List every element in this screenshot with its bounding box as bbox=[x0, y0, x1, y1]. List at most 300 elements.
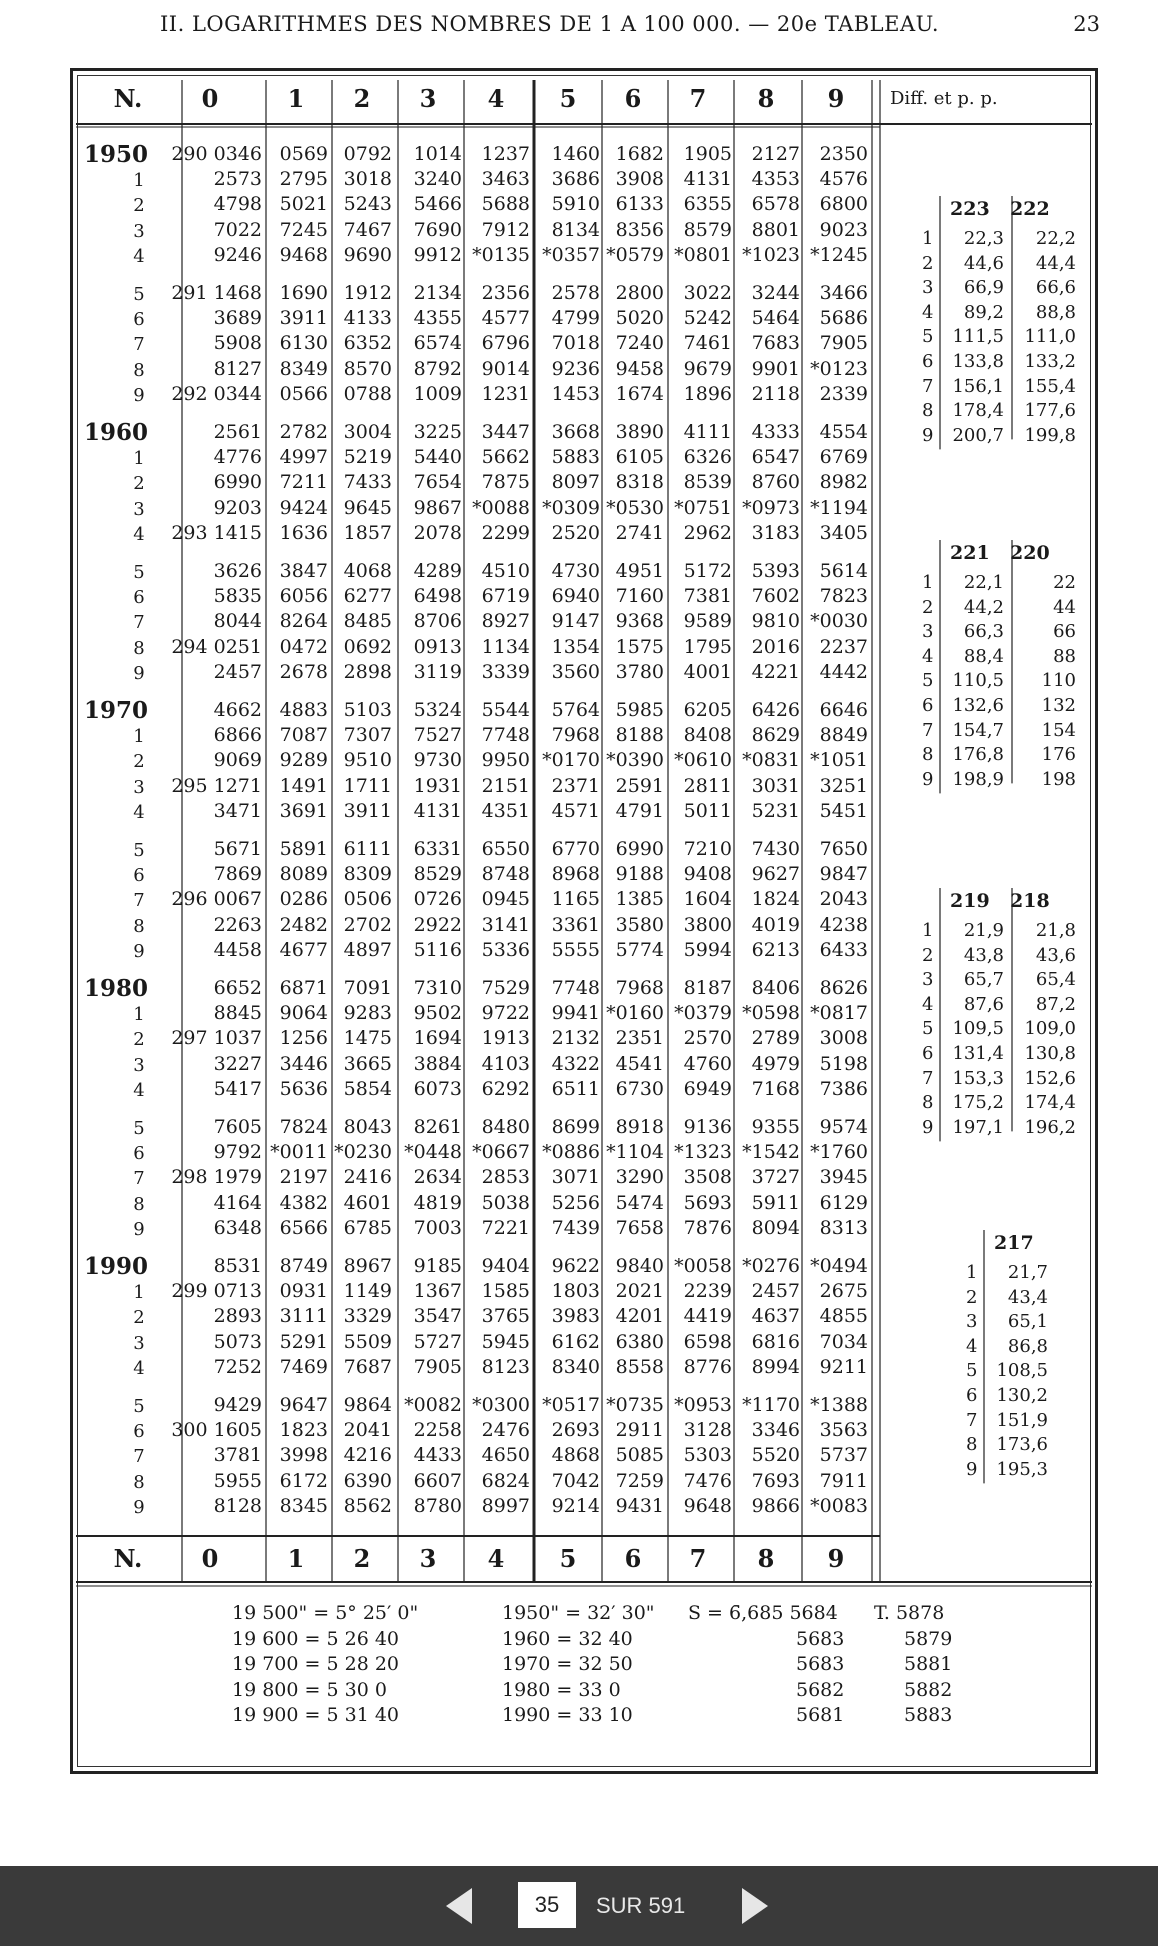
table-cell: 8626 bbox=[819, 977, 868, 999]
footer-s-value: 5681 bbox=[796, 1704, 845, 1727]
pp-digit: 3 bbox=[922, 277, 934, 299]
table-cell: 1690 bbox=[279, 282, 328, 304]
table-cell: 2339 bbox=[819, 382, 868, 405]
bottom-header-8: 8 bbox=[757, 1544, 775, 1573]
table-cell: 1491 bbox=[279, 774, 328, 797]
table-cell: 1795 bbox=[683, 635, 732, 658]
footer-s-value: 5683 bbox=[796, 1653, 845, 1676]
table-cell: 3780 bbox=[615, 660, 664, 683]
pp-value: 44,6 bbox=[963, 252, 1004, 274]
bottom-header-4: 4 bbox=[487, 1544, 505, 1573]
pp-value: 21,8 bbox=[1035, 920, 1076, 941]
table-cell: 2911 bbox=[615, 1419, 664, 1442]
footer-arc-conversion: 19 900 = 5 31 40 bbox=[232, 1704, 400, 1727]
table-cell: 7467 bbox=[343, 218, 392, 241]
table-cell: 3031 bbox=[751, 774, 800, 797]
column-header-1: 1 bbox=[287, 84, 305, 113]
pp-value: 132,6 bbox=[952, 695, 1004, 716]
table-cell: 5219 bbox=[343, 446, 392, 469]
table-cell: *0030 bbox=[810, 610, 868, 633]
pp-value: 21,7 bbox=[1007, 1262, 1048, 1283]
table-cell: 7439 bbox=[551, 1216, 600, 1239]
table-cell: 9722 bbox=[481, 1002, 530, 1025]
pp-header: 221 bbox=[950, 542, 990, 564]
page-navigation-bar bbox=[0, 1866, 1158, 1946]
table-cell: 1575 bbox=[615, 635, 664, 658]
table-cell: 1453 bbox=[551, 382, 600, 405]
pp-value: 174,4 bbox=[1024, 1092, 1076, 1114]
table-cell: *0494 bbox=[810, 1255, 868, 1277]
table-cell: 9064 bbox=[279, 1002, 328, 1025]
table-cell: 5662 bbox=[481, 446, 530, 469]
pp-value: 43,6 bbox=[1035, 944, 1076, 966]
table-cell: 7602 bbox=[751, 585, 800, 608]
table-cell: 7748 bbox=[551, 977, 600, 999]
table-cell: 6348 bbox=[213, 1216, 262, 1239]
pp-digit: 6 bbox=[922, 695, 934, 716]
table-cell: 5324 bbox=[413, 699, 462, 721]
table-cell: 7650 bbox=[819, 838, 868, 860]
table-cell: 9147 bbox=[551, 610, 600, 633]
pp-digit: 2 bbox=[922, 596, 934, 618]
table-cell: 9627 bbox=[751, 863, 800, 886]
table-cell: 3447 bbox=[481, 421, 530, 443]
table-cell: 5835 bbox=[213, 585, 262, 608]
table-cell: 8089 bbox=[279, 863, 328, 886]
column-header-3: 3 bbox=[419, 84, 437, 113]
table-cell: 8349 bbox=[279, 357, 328, 380]
table-cell: 2476 bbox=[481, 1419, 530, 1442]
column-header-4: 4 bbox=[487, 84, 505, 113]
table-cell: 3018 bbox=[343, 168, 392, 191]
table-cell: *0083 bbox=[810, 1494, 868, 1517]
table-cell: *0817 bbox=[810, 1002, 868, 1025]
table-cell: 4001 bbox=[683, 660, 732, 683]
table-cell: 5021 bbox=[279, 193, 328, 216]
table-cell: 8997 bbox=[481, 1494, 530, 1517]
table-cell: 4103 bbox=[481, 1052, 530, 1075]
table-cell: 9468 bbox=[279, 243, 328, 266]
table-cell: 4576 bbox=[819, 168, 868, 191]
table-cell: 8531 bbox=[213, 1255, 262, 1277]
unit-digit: 9 bbox=[133, 1218, 145, 1240]
table-cell: 6292 bbox=[481, 1077, 530, 1100]
table-cell: 0726 bbox=[413, 888, 462, 911]
table-cell: 8967 bbox=[343, 1255, 392, 1277]
table-cell: 7091 bbox=[343, 977, 392, 999]
decade-label: 1990 bbox=[84, 1253, 149, 1280]
table-cell: 8128 bbox=[213, 1494, 262, 1517]
footer-t-value: 5879 bbox=[904, 1627, 953, 1650]
table-cell: 6574 bbox=[413, 332, 462, 355]
table-cell: 8968 bbox=[551, 863, 600, 886]
table-cell: 7252 bbox=[213, 1355, 262, 1378]
table-cell: 6578 bbox=[751, 193, 800, 216]
table-cell: 4791 bbox=[615, 799, 664, 822]
table-cell: 0913 bbox=[413, 635, 462, 658]
table-cell: 7381 bbox=[683, 585, 732, 608]
unit-digit: 8 bbox=[133, 1193, 145, 1215]
pp-value: 65,1 bbox=[1007, 1311, 1048, 1333]
unit-digit: 1 bbox=[133, 726, 145, 748]
table-cell: 4819 bbox=[413, 1191, 462, 1214]
page-number: 23 bbox=[1073, 12, 1100, 36]
table-cell: 5764 bbox=[551, 699, 600, 721]
pp-value: 87,6 bbox=[963, 993, 1004, 1015]
table-cell: 9867 bbox=[413, 496, 462, 519]
table-cell: 1385 bbox=[615, 888, 664, 911]
table-cell: 2573 bbox=[213, 168, 262, 191]
table-cell: 3225 bbox=[413, 421, 462, 443]
table-cell: 300 1605 bbox=[171, 1419, 262, 1442]
table-cell: 8849 bbox=[819, 724, 868, 747]
table-cell: 7469 bbox=[279, 1355, 328, 1378]
footer-time-conversion: 1990 = 33 10 bbox=[502, 1704, 633, 1727]
table-cell: 4997 bbox=[279, 446, 328, 469]
table-cell: 7210 bbox=[683, 838, 732, 860]
pp-value: 66,3 bbox=[963, 621, 1004, 643]
table-cell: 6607 bbox=[413, 1469, 462, 1492]
table-cell: 1823 bbox=[279, 1419, 328, 1442]
pp-header: 222 bbox=[1010, 198, 1050, 220]
table-cell: 7211 bbox=[279, 471, 328, 494]
table-cell: 5727 bbox=[413, 1330, 462, 1353]
table-cell: 1585 bbox=[481, 1280, 530, 1303]
column-header-9: 9 bbox=[827, 84, 845, 113]
table-cell: 6566 bbox=[279, 1216, 328, 1239]
pp-value: 87,2 bbox=[1035, 993, 1076, 1015]
table-cell: 6433 bbox=[819, 938, 868, 961]
table-cell: *0088 bbox=[472, 496, 530, 519]
unit-digit: 6 bbox=[133, 587, 145, 609]
pp-digit: 1 bbox=[922, 228, 934, 249]
table-cell: 6133 bbox=[615, 193, 664, 216]
table-cell: 4571 bbox=[551, 799, 600, 822]
footer-t-label: T. 5878 bbox=[874, 1602, 945, 1624]
table-cell: 4131 bbox=[683, 168, 732, 191]
table-cell: 4333 bbox=[751, 421, 800, 443]
table-cell: 3071 bbox=[551, 1166, 600, 1189]
footer-time-conversion: 1980 = 33 0 bbox=[502, 1678, 621, 1701]
table-cell: 6162 bbox=[551, 1330, 600, 1353]
table-cell: 2675 bbox=[819, 1280, 868, 1303]
table-cell: 4351 bbox=[481, 799, 530, 822]
pp-digit: 9 bbox=[922, 424, 934, 446]
table-cell: 3471 bbox=[213, 799, 262, 822]
table-cell: 6824 bbox=[481, 1469, 530, 1492]
table-cell: 3580 bbox=[615, 913, 664, 936]
table-cell: 1711 bbox=[343, 774, 392, 797]
table-cell: 7683 bbox=[751, 332, 800, 355]
table-cell: 7476 bbox=[683, 1469, 732, 1492]
table-cell: 6646 bbox=[819, 699, 868, 721]
table-cell: 1912 bbox=[343, 282, 392, 304]
pp-value: 44 bbox=[1053, 596, 1076, 618]
pp-value: 88 bbox=[1053, 645, 1076, 667]
table-cell: 5693 bbox=[683, 1191, 732, 1214]
unit-digit: 1 bbox=[133, 170, 145, 192]
table-cell: 8629 bbox=[751, 724, 800, 747]
table-cell: 9679 bbox=[683, 357, 732, 380]
table-cell: 297 1037 bbox=[171, 1027, 262, 1050]
table-cell: 8480 bbox=[481, 1116, 530, 1138]
pp-value: 66,9 bbox=[963, 277, 1004, 299]
table-cell: 8340 bbox=[551, 1355, 600, 1378]
table-cell: 2299 bbox=[481, 521, 530, 544]
table-cell: 7748 bbox=[481, 724, 530, 747]
unit-digit: 9 bbox=[133, 1496, 145, 1518]
pp-header: 217 bbox=[994, 1232, 1034, 1254]
page-number-input[interactable] bbox=[518, 1882, 576, 1928]
footer-s-value: 5682 bbox=[796, 1678, 845, 1701]
table-cell: 9901 bbox=[751, 357, 800, 380]
table-cell: 7240 bbox=[615, 332, 664, 355]
table-cell: 4650 bbox=[481, 1444, 530, 1467]
table-cell: 9236 bbox=[551, 357, 600, 380]
table-cell: 2258 bbox=[413, 1419, 462, 1442]
table-cell: 9431 bbox=[615, 1494, 664, 1517]
page-total-label: SUR 591 bbox=[596, 1893, 686, 1918]
table-cell: 3560 bbox=[551, 660, 600, 683]
table-cell: *0751 bbox=[674, 496, 732, 519]
table-cell: 3339 bbox=[481, 660, 530, 683]
table-cell: 3405 bbox=[819, 521, 868, 544]
table-cell: *0309 bbox=[542, 496, 600, 519]
unit-digit: 5 bbox=[133, 1396, 145, 1417]
pp-digit: 4 bbox=[922, 645, 934, 667]
table-cell: 3998 bbox=[279, 1444, 328, 1467]
table-cell: 4541 bbox=[615, 1052, 664, 1075]
table-cell: *0170 bbox=[542, 749, 600, 772]
table-cell: 6205 bbox=[683, 699, 732, 721]
unit-digit: 9 bbox=[133, 940, 145, 962]
table-cell: 3547 bbox=[413, 1305, 462, 1328]
table-cell: 2151 bbox=[481, 774, 530, 797]
pp-value: 133,8 bbox=[952, 351, 1004, 372]
table-cell: 4855 bbox=[819, 1305, 868, 1328]
table-cell: 2118 bbox=[751, 382, 800, 405]
table-cell: 9690 bbox=[343, 243, 392, 266]
table-cell: 1905 bbox=[683, 143, 732, 165]
pp-value: 66,6 bbox=[1035, 277, 1076, 299]
table-cell: 8706 bbox=[413, 610, 462, 633]
table-cell: 5103 bbox=[343, 699, 392, 721]
table-cell: 3908 bbox=[615, 168, 664, 191]
table-cell: 9864 bbox=[343, 1394, 392, 1416]
pp-digit: 8 bbox=[922, 1092, 934, 1114]
table-cell: 3128 bbox=[683, 1419, 732, 1442]
table-cell: 5854 bbox=[343, 1077, 392, 1100]
unit-digit: 7 bbox=[133, 1446, 145, 1468]
pp-digit: 2 bbox=[966, 1286, 978, 1308]
table-cell: *0735 bbox=[606, 1394, 664, 1416]
table-cell: 9792 bbox=[213, 1141, 262, 1164]
triangle-right-icon[interactable] bbox=[742, 1888, 768, 1924]
table-cell: *0801 bbox=[674, 243, 732, 266]
pp-digit: 9 bbox=[922, 768, 934, 790]
table-cell: 1475 bbox=[343, 1027, 392, 1050]
unit-digit: 9 bbox=[133, 662, 145, 684]
table-cell: 7912 bbox=[481, 218, 530, 241]
table-cell: 7824 bbox=[279, 1116, 328, 1138]
table-cell: 5242 bbox=[683, 307, 732, 330]
table-cell: 4289 bbox=[413, 560, 462, 582]
unit-digit: 1 bbox=[133, 1004, 145, 1026]
table-cell: 3983 bbox=[551, 1305, 600, 1328]
table-cell: 9014 bbox=[481, 357, 530, 380]
pp-value: 199,8 bbox=[1024, 424, 1076, 446]
pp-value: 86,8 bbox=[1007, 1335, 1048, 1357]
unit-digit: 8 bbox=[133, 1471, 145, 1493]
table-cell: 2591 bbox=[615, 774, 664, 797]
table-cell: 2482 bbox=[279, 913, 328, 936]
table-cell: *1542 bbox=[742, 1141, 800, 1164]
table-cell: 2811 bbox=[683, 774, 732, 797]
pp-header: 219 bbox=[950, 890, 990, 912]
table-cell: 7905 bbox=[819, 332, 868, 355]
table-cell: *0357 bbox=[542, 243, 600, 266]
pp-value: 22,2 bbox=[1035, 228, 1076, 249]
table-cell: 3022 bbox=[683, 282, 732, 304]
bottom-header-9: 9 bbox=[827, 1544, 845, 1573]
table-cell: *0135 bbox=[472, 243, 530, 266]
page-title: II. LOGARITHMES DES NOMBRES DE 1 A 100 000. — 20e TABLEAU. bbox=[160, 12, 940, 36]
table-cell: 3361 bbox=[551, 913, 600, 936]
table-cell: 6796 bbox=[481, 332, 530, 355]
table-cell: *0579 bbox=[606, 243, 664, 266]
unit-digit: 8 bbox=[133, 637, 145, 659]
table-cell: 4221 bbox=[751, 660, 800, 683]
table-cell: 6511 bbox=[551, 1077, 600, 1100]
table-cell: 2962 bbox=[683, 521, 732, 544]
table-cell: 6172 bbox=[279, 1469, 328, 1492]
table-cell: 8408 bbox=[683, 724, 732, 747]
table-cell: 8188 bbox=[615, 724, 664, 747]
table-cell: 4419 bbox=[683, 1305, 732, 1328]
table-cell: *0448 bbox=[404, 1141, 462, 1164]
pp-digit: 5 bbox=[922, 326, 934, 348]
table-cell: 0945 bbox=[481, 888, 530, 911]
table-cell: *0610 bbox=[674, 749, 732, 772]
table-cell: 1256 bbox=[279, 1027, 328, 1050]
table-cell: 2416 bbox=[343, 1166, 392, 1189]
table-cell: 8558 bbox=[615, 1355, 664, 1378]
table-cell: *0973 bbox=[742, 496, 800, 519]
table-cell: 8043 bbox=[343, 1116, 392, 1138]
table-cell: 6785 bbox=[343, 1216, 392, 1239]
table-cell: 3329 bbox=[343, 1305, 392, 1328]
table-cell: 2520 bbox=[551, 521, 600, 544]
table-cell: 5737 bbox=[819, 1444, 868, 1467]
table-cell: *1023 bbox=[742, 243, 800, 266]
table-cell: 1682 bbox=[615, 143, 664, 165]
table-cell: 290 0346 bbox=[171, 143, 262, 165]
table-cell: 4554 bbox=[819, 421, 868, 443]
table-cell: 6277 bbox=[343, 585, 392, 608]
pp-value: 196,2 bbox=[1024, 1116, 1076, 1138]
table-cell: 4760 bbox=[683, 1052, 732, 1075]
table-cell: 2263 bbox=[213, 913, 262, 936]
table-cell: 9069 bbox=[213, 749, 262, 772]
table-cell: 5303 bbox=[683, 1444, 732, 1467]
table-cell: 7087 bbox=[279, 724, 328, 747]
table-cell: 8406 bbox=[751, 977, 800, 999]
table-cell: *1245 bbox=[810, 243, 868, 266]
table-cell: 4677 bbox=[279, 938, 328, 961]
pp-value: 89,2 bbox=[963, 301, 1004, 323]
table-cell: 2922 bbox=[413, 913, 462, 936]
table-cell: 2561 bbox=[213, 421, 262, 443]
table-cell: 6380 bbox=[615, 1330, 664, 1353]
footer-arc-conversion: 19 800 = 5 30 0 bbox=[232, 1678, 387, 1701]
pp-digit: 4 bbox=[922, 993, 934, 1015]
table-cell: 3765 bbox=[481, 1305, 530, 1328]
pp-header: 218 bbox=[1010, 890, 1050, 912]
pp-value: 176 bbox=[1041, 744, 1076, 766]
pp-digit: 7 bbox=[922, 1067, 934, 1089]
table-cell: 9912 bbox=[413, 243, 462, 266]
table-cell: 9368 bbox=[615, 610, 664, 633]
table-cell: 7875 bbox=[481, 471, 530, 494]
footer-s-label: S = 6̄,685 5684 bbox=[688, 1602, 838, 1624]
table-cell: 2702 bbox=[343, 913, 392, 936]
unit-digit: 9 bbox=[133, 384, 145, 406]
table-cell: *0160 bbox=[606, 1002, 664, 1025]
pp-value: 200,7 bbox=[952, 424, 1004, 446]
pp-value: 65,4 bbox=[1035, 969, 1076, 991]
unit-digit: 4 bbox=[133, 801, 145, 823]
table-cell: 2578 bbox=[551, 282, 600, 304]
table-cell: 9510 bbox=[343, 749, 392, 772]
table-cell: 9458 bbox=[615, 357, 664, 380]
table-cell: 1354 bbox=[551, 635, 600, 658]
table-cell: 1694 bbox=[413, 1027, 462, 1050]
table-cell: 4637 bbox=[751, 1305, 800, 1328]
pp-value: 43,8 bbox=[963, 944, 1004, 966]
table-cell: 1165 bbox=[551, 888, 600, 911]
table-cell: 7968 bbox=[551, 724, 600, 747]
table-cell: 7654 bbox=[413, 471, 462, 494]
pp-value: 176,8 bbox=[952, 744, 1004, 766]
pp-value: 108,5 bbox=[996, 1360, 1048, 1382]
unit-digit: 3 bbox=[133, 776, 145, 798]
triangle-left-icon[interactable] bbox=[446, 1888, 472, 1924]
table-cell: 8918 bbox=[615, 1116, 664, 1138]
unit-digit: 6 bbox=[133, 865, 145, 887]
pp-digit: 6 bbox=[966, 1385, 978, 1406]
table-cell: 3141 bbox=[481, 913, 530, 936]
table-cell: 2239 bbox=[683, 1280, 732, 1303]
footer-arc-conversion: 19 700 = 5 28 20 bbox=[232, 1653, 400, 1676]
table-cell: 5011 bbox=[683, 799, 732, 822]
diff-header: Diff. et p. p. bbox=[890, 88, 998, 109]
table-cell: 7687 bbox=[343, 1355, 392, 1378]
table-cell: *1323 bbox=[674, 1141, 732, 1164]
table-cell: 8539 bbox=[683, 471, 732, 494]
pp-value: 132 bbox=[1041, 695, 1076, 716]
table-cell: 8845 bbox=[213, 1002, 262, 1025]
table-cell: 6940 bbox=[551, 585, 600, 608]
table-cell: 1149 bbox=[343, 1280, 392, 1303]
column-header-n: N. bbox=[113, 84, 143, 113]
unit-digit: 7 bbox=[133, 334, 145, 356]
table-cell: 6355 bbox=[683, 193, 732, 216]
pp-digit: 1 bbox=[922, 572, 934, 593]
table-cell: 8097 bbox=[551, 471, 600, 494]
table-cell: 6390 bbox=[343, 1469, 392, 1492]
table-cell: 9185 bbox=[413, 1255, 462, 1277]
table-cell: 9847 bbox=[819, 863, 868, 886]
